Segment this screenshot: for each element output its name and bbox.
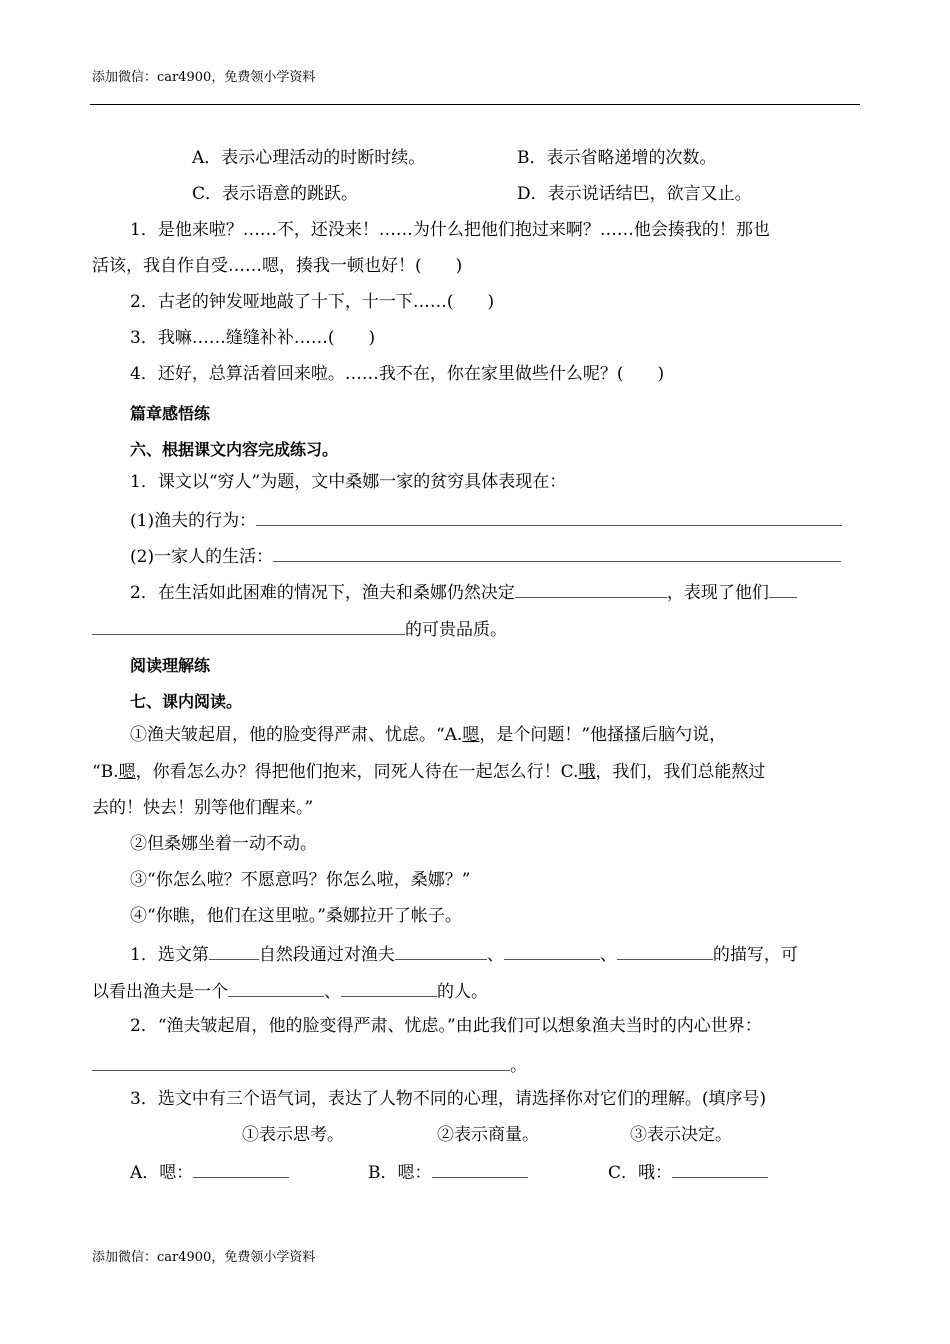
answer-line[interactable] xyxy=(432,1160,528,1178)
passage-text: ，我们，我们总能熬过 xyxy=(595,762,766,782)
question-text: 的人。 xyxy=(437,982,488,1002)
question-4: 4．还好，总算活着回来啦。……我不在，你在家里做些什么呢？( ) xyxy=(130,364,665,384)
s7-q3-option-1: ①表示思考。 xyxy=(242,1125,344,1145)
s6-q1a-label: (1)渔夫的行为： xyxy=(130,511,257,531)
question-text: 以看出渔夫是一个 xyxy=(92,982,228,1002)
answer-line[interactable] xyxy=(504,942,600,960)
answer-label: C．哦： xyxy=(608,1163,673,1183)
s7-question-2-line2 xyxy=(92,1053,527,1076)
s7-q3-option-3: ③表示决定。 xyxy=(630,1125,732,1145)
option-d: D．表示说话结巴，欲言又止。 xyxy=(517,184,752,204)
passage-p1-line1 xyxy=(130,725,726,745)
answer-line[interactable] xyxy=(769,580,797,598)
question-text: 。 xyxy=(510,1056,527,1076)
question-2: 2．古老的钟发哑地敲了十下，十一下……( ) xyxy=(130,292,495,312)
answer-line[interactable] xyxy=(256,508,842,526)
s6-question-2-line2 xyxy=(92,617,507,640)
s7-q3-option-2: ②表示商量。 xyxy=(437,1125,539,1145)
header-rule xyxy=(90,104,860,105)
separator: 、 xyxy=(324,982,341,1002)
passage-text: ①渔夫皱起眉，他的脸变得严肃、忧虑。“A. xyxy=(130,725,463,745)
answer-label: A．嗯： xyxy=(130,1163,194,1183)
answer-line[interactable] xyxy=(92,1053,510,1071)
question-text: 1．选文第 xyxy=(130,945,209,965)
s7-q3-answer-b xyxy=(368,1160,528,1183)
question-text: 自然段通过对渔夫 xyxy=(258,945,395,965)
s6-q2-text-b: ，表现了他们 xyxy=(666,583,769,603)
s6-q2-text-a: 2．在生活如此困难的情况下，渔夫和桑娜仍然决定 xyxy=(130,583,515,603)
passage-p2: ②但桑娜坐着一动不动。 xyxy=(130,834,317,854)
s6-question-1a xyxy=(130,508,842,531)
answer-label: B．嗯： xyxy=(368,1163,432,1183)
header-note: 添加微信：car4900，免费领小学资料 xyxy=(92,70,316,85)
passage-p1-line3: 去的！快去！别等他们醒来。” xyxy=(92,798,314,818)
underlined-word: 嗯 xyxy=(118,762,136,782)
passage-text: ，你看怎么办？得把他们抱来，同死人待在一起怎么行！C. xyxy=(135,762,579,782)
answer-line[interactable] xyxy=(341,979,437,997)
passage-p4: ④“你瞧，他们在这里啦。”桑娜拉开了帐子。 xyxy=(130,906,462,926)
s7-question-2: 2．“渔夫皱起眉，他的脸变得严肃、忧虑。”由此我们可以想象渔夫当时的内心世界： xyxy=(130,1016,762,1036)
question-1-line2: 活该，我自作自受……嗯，揍我一顿也好！( ) xyxy=(92,256,463,276)
section-title-pianzhang: 篇章感悟练 xyxy=(130,404,211,423)
option-b: B．表示省略递增的次数。 xyxy=(517,148,717,168)
underlined-word: 嗯 xyxy=(462,725,480,745)
footer-note: 添加微信：car4900，免费领小学资料 xyxy=(92,1250,316,1265)
s7-question-1-line1 xyxy=(130,942,798,965)
question-1-line1: 1．是他来啦？……不，还没来！……为什么把他们抱过来啊？……他会揍我的！那也 xyxy=(130,220,770,240)
option-c: C．表示语意的跳跃。 xyxy=(192,184,359,204)
s7-question-3: 3．选文中有三个语气词，表达了人物不同的心理，请选择你对它们的理解。(填序号) xyxy=(130,1089,767,1109)
answer-line[interactable] xyxy=(228,979,324,997)
section-title-yuedu: 阅读理解练 xyxy=(130,656,211,675)
answer-line[interactable] xyxy=(672,1160,768,1178)
s6-q1b-label: (2)一家人的生活： xyxy=(130,547,274,567)
s7-q3-answer-c xyxy=(608,1160,768,1183)
option-a: A．表示心理活动的时断时续。 xyxy=(192,148,426,168)
section-title-7: 七、课内阅读。 xyxy=(130,692,243,711)
underlined-word: 哦 xyxy=(578,762,596,782)
s6-q2-text-c: 的可贵品质。 xyxy=(405,620,507,640)
answer-line[interactable] xyxy=(92,617,405,635)
answer-line[interactable] xyxy=(395,942,487,960)
section-title-6: 六、根据课文内容完成练习。 xyxy=(130,440,339,459)
answer-line[interactable] xyxy=(273,544,841,562)
answer-line[interactable] xyxy=(193,1160,289,1178)
question-3: 3．我嘛……缝缝补补……( ) xyxy=(130,328,376,348)
answer-line[interactable] xyxy=(209,942,259,960)
passage-p1-line2 xyxy=(92,762,765,782)
s7-q3-answer-a xyxy=(130,1160,289,1183)
s6-question-1: 1．课文以“穷人”为题，文中桑娜一家的贫穷具体表现在： xyxy=(130,472,567,492)
question-text: 的描写，可 xyxy=(712,945,798,965)
separator: 、 xyxy=(486,945,504,965)
s7-question-1-line2 xyxy=(92,979,488,1002)
s6-question-1b xyxy=(130,544,841,567)
passage-text: ，是个问题！”他搔搔后脑勺说， xyxy=(479,725,727,745)
answer-line[interactable] xyxy=(617,942,713,960)
passage-text: “B. xyxy=(92,762,119,782)
separator: 、 xyxy=(599,945,617,965)
passage-p3: ③“你怎么啦？不愿意吗？你怎么啦，桑娜？” xyxy=(130,870,471,890)
answer-line[interactable] xyxy=(515,580,667,598)
s6-question-2 xyxy=(130,580,797,603)
